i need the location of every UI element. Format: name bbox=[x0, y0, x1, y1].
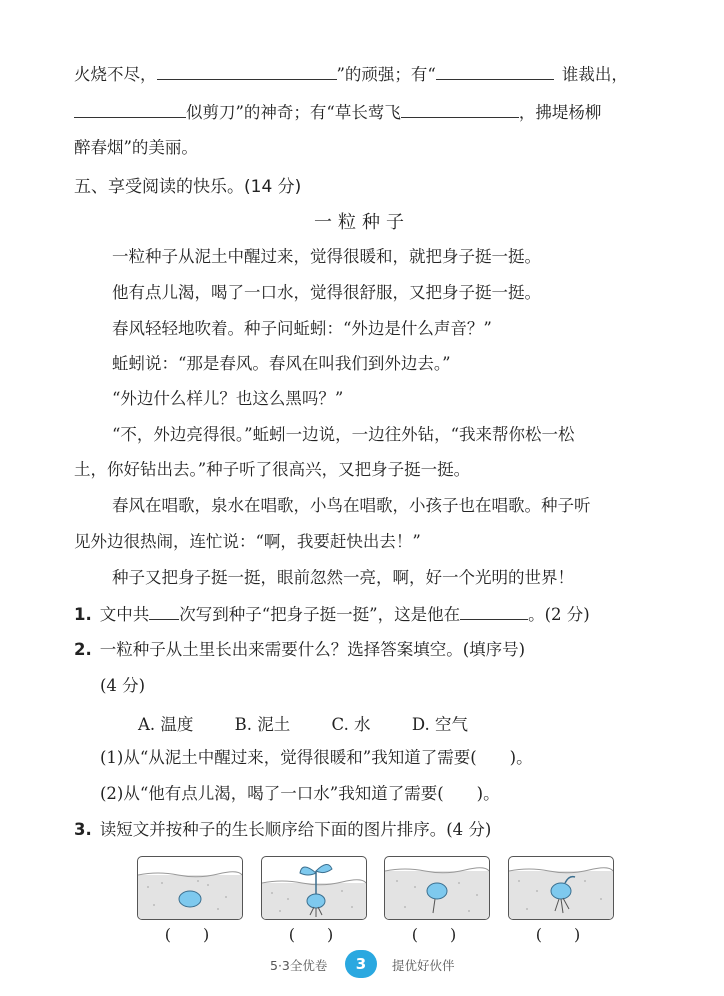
question-number: 3. bbox=[74, 820, 92, 839]
question-text: 一粒种子从土里长出来需要什么？选择答案填空。(填序号) bbox=[99, 640, 526, 659]
order-answer-1[interactable]: ( ) bbox=[164, 925, 210, 944]
seed-picture-4 bbox=[508, 856, 614, 920]
order-answer-2[interactable]: ( ) bbox=[288, 925, 334, 944]
option-a: A. 温度 bbox=[138, 715, 194, 734]
story-line: 春风轻轻地吹着。种子问蚯蚓：“外边是什么声音？” bbox=[112, 319, 492, 338]
seed-sprouting-icon bbox=[509, 857, 613, 919]
seed-in-soil-icon bbox=[138, 857, 242, 919]
fill-text: ，拂堤杨柳 bbox=[518, 103, 602, 122]
page-footer bbox=[0, 950, 724, 978]
story-title: 一粒种子 bbox=[314, 212, 410, 233]
option-c: C. 水 bbox=[331, 715, 371, 734]
footer-brand: 5·3全优卷 bbox=[270, 958, 328, 973]
story-line: 他有点儿渴，喝了一口水，觉得很舒服，又把身子挺一挺。 bbox=[112, 283, 541, 302]
fill-text: 似剪刀”的神奇；有“草长莺飞 bbox=[186, 103, 401, 122]
story-line: 土，你好钻出去。”种子听了很高兴，又把身子挺一挺。 bbox=[74, 460, 471, 479]
fill-text: 火烧不尽， bbox=[74, 65, 157, 84]
order-answer-4[interactable]: ( ) bbox=[535, 925, 581, 944]
seed-with-root-icon bbox=[385, 857, 489, 919]
footer-slogan: 提优好伙伴 bbox=[392, 958, 455, 973]
options-row bbox=[138, 711, 504, 735]
option-d: D. 空气 bbox=[411, 715, 468, 734]
story-line: 见外边很热闹，连忙说：“啊，我要赶快出去！” bbox=[74, 532, 421, 551]
story-line: 种子又把身子挺一挺，眼前忽然一亮，啊，好一个光明的世界！ bbox=[112, 568, 574, 587]
sub-question-1: (1)从“从泥土中醒过来，觉得很暖和”我知道了需要( )。 bbox=[100, 748, 533, 767]
story-line: “外边什么样儿？也这么黑吗？” bbox=[112, 389, 344, 408]
question-text: 。(2 分) bbox=[528, 605, 590, 624]
answer-blank[interactable] bbox=[157, 63, 337, 80]
answer-blank[interactable] bbox=[149, 603, 179, 620]
answer-blank[interactable] bbox=[74, 101, 186, 118]
seed-picture-2 bbox=[261, 856, 367, 920]
question-number: 1. bbox=[74, 605, 92, 624]
fill-line-3: 醉春烟”的美丽。 bbox=[74, 138, 198, 157]
fill-line-1 bbox=[74, 63, 654, 86]
question-score: (4 分) bbox=[100, 676, 146, 695]
page-number: 3 bbox=[345, 950, 377, 978]
fill-text: ”的顽强；有“ bbox=[336, 65, 436, 84]
question-1 bbox=[74, 603, 654, 626]
question-text: 文中共 bbox=[99, 605, 150, 624]
order-answer-3[interactable]: ( ) bbox=[411, 925, 457, 944]
question-number: 2. bbox=[74, 640, 92, 659]
question-text: 读短文并按种子的生长顺序给下面的图片排序。(4 分) bbox=[99, 820, 492, 839]
fill-text: 谁裁出， bbox=[561, 65, 628, 84]
sub-question-2: (2)从“他有点儿渴，喝了一口水”我知道了需要( )。 bbox=[100, 784, 500, 803]
seed-picture-1 bbox=[137, 856, 243, 920]
question-2 bbox=[74, 639, 654, 661]
seed-picture-3 bbox=[384, 856, 490, 920]
story-line: “不，外边亮得很。”蚯蚓一边说，一边往外钻，“我来帮你松一松 bbox=[112, 425, 575, 444]
story-line: 春风在唱歌，泉水在唱歌，小鸟在唱歌，小孩子也在唱歌。种子听 bbox=[112, 496, 591, 515]
section-title: 五、享受阅读的快乐。(14 分) bbox=[74, 177, 302, 197]
answer-blank[interactable] bbox=[436, 63, 554, 80]
answer-blank[interactable] bbox=[460, 603, 528, 620]
story-line: 一粒种子从泥土中醒过来，觉得很暖和，就把身子挺一挺。 bbox=[112, 247, 541, 266]
fill-line-2 bbox=[74, 101, 654, 124]
question-3 bbox=[74, 819, 654, 841]
story-line: 蚯蚓说：“那是春风。春风在叫我们到外边去。” bbox=[112, 354, 451, 373]
option-b: B. 泥土 bbox=[234, 715, 291, 734]
question-text: 次写到种子“把身子挺一挺”，这是他在 bbox=[179, 605, 461, 624]
sprout-with-leaves-icon bbox=[262, 857, 366, 919]
answer-blank[interactable] bbox=[401, 101, 519, 118]
